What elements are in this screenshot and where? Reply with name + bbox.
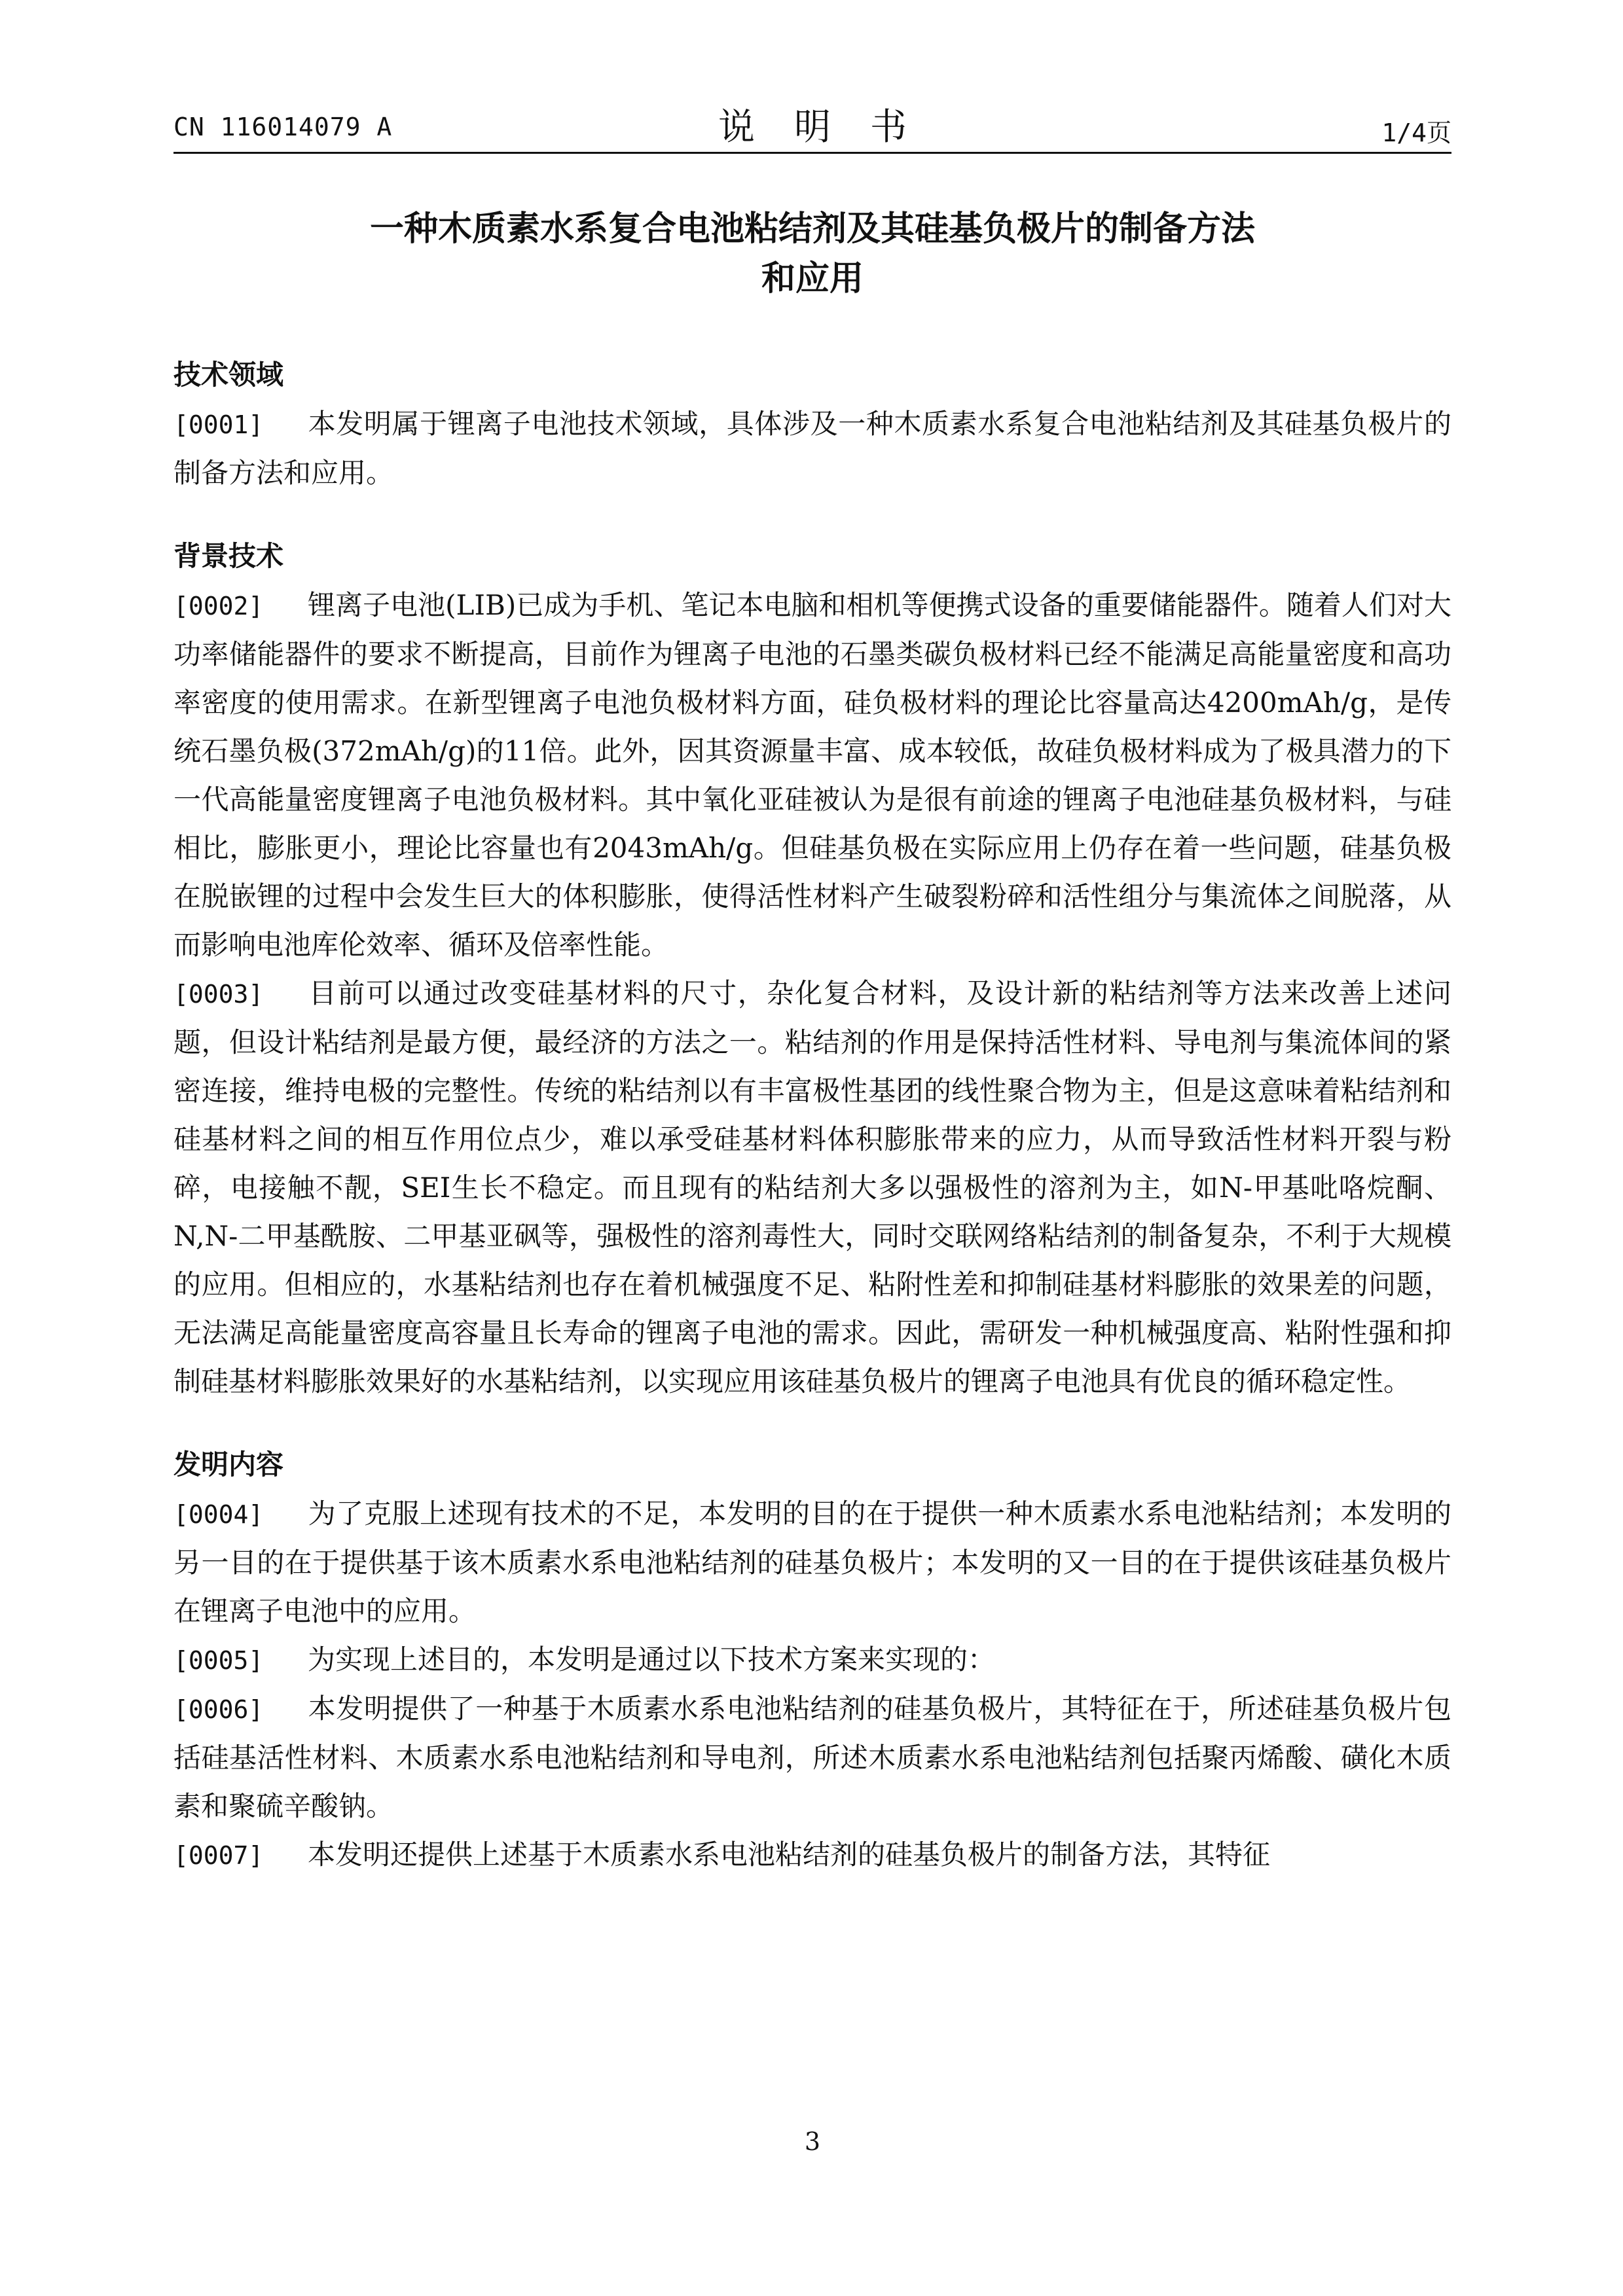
- document-body: [173, 357, 1451, 1920]
- section-background: [173, 538, 1451, 1406]
- paragraph-number: [0004]: [173, 1500, 264, 1529]
- document-title: [173, 204, 1451, 304]
- paragraph-text: 为了克服上述现有技术的不足，本发明的目的在于提供一种木质素水系电池粘结剂；本发明的另一目的在于提供基于该木质素水系电池粘结剂的硅基负极片；本发明的又一目的在于提供该硅基负极片在锂离子电池中的应用。: [173, 1498, 1451, 1627]
- paragraph: [173, 400, 1451, 497]
- paragraph: [173, 1490, 1451, 1636]
- title-line-2: 和应用: [761, 259, 864, 298]
- paragraph-text: 本发明提供了一种基于木质素水系电池粘结剂的硅基负极片，其特征在于，所述硅基负极片包括硅基活性材料、木质素水系电池粘结剂和导电剂，所述木质素水系电池粘结剂包括聚丙烯酸、磺化木质素和聚硫辛酸钠。: [173, 1693, 1451, 1822]
- page-indicator: 1/4页: [1381, 118, 1451, 147]
- paragraph-number: [0001]: [173, 410, 264, 439]
- paragraph: [173, 969, 1451, 1406]
- section-summary: [173, 1446, 1451, 1880]
- document-type-label: 说明书: [718, 106, 946, 149]
- paragraph-text: 为实现上述目的，本发明是通过以下技术方案来实现的：: [308, 1643, 996, 1676]
- paragraph-number: [0002]: [173, 592, 264, 620]
- section-technical-field: [173, 357, 1451, 497]
- paragraph-text: 目前可以通过改变硅基材料的尺寸，杂化复合材料，及设计新的粘结剂等方法来改善上述问题，但设计粘结剂是最方便，最经济的方法之一。粘结剂的作用是保持活性材料、导电剂与集流体间的紧密连接，维持电极的完整性。传统的粘结剂以有丰富极性基团的线性聚合物为主，但是这意味着粘结剂和硅基材料之间的相互作用位点少，难以承受硅基材料体积膨胀带来的应力，从而导致活性材料开裂与粉碎，电接触不靓，SEI生长不稳定。而且现有的粘结剂大多以强极性的溶剂为主，如N-甲基吡咯烷酮、N,N-二甲基酰胺、二甲基亚砜等，强极性的溶剂毒性大，同时交联网络粘结剂的制备复杂，不利于大规模的应用。但相应的，水基粘结剂也存在着机械强度不足、粘附性差和抑制硅基材料膨胀的效果差的问题，无法满足高能量密度高容量且长寿命的锂离子电池的需求。因此，需研发一种机械强度高、粘附性强和抑制硅基材料膨胀效果好的水基粘结剂，以实现应用该硅基负极片的锂离子电池具有优良的循环稳定性。: [173, 977, 1451, 1397]
- paragraph: [173, 1831, 1451, 1880]
- paragraph-number: [0003]: [173, 980, 264, 1009]
- paragraph: [173, 581, 1451, 969]
- paragraph-text: 本发明属于锂离子电池技术领域，具体涉及一种木质素水系复合电池粘结剂及其硅基负极片的制备方法和应用。: [173, 408, 1451, 489]
- paragraph-text: 本发明还提供上述基于木质素水系电池粘结剂的硅基负极片的制备方法，其特征: [308, 1839, 1271, 1871]
- title-line-1: 一种木质素水系复合电池粘结剂及其硅基负极片的制备方法: [369, 209, 1255, 249]
- page-number: 3: [804, 2127, 821, 2156]
- paragraph-number: [0006]: [173, 1695, 264, 1724]
- section-heading: 发明内容: [173, 1448, 284, 1480]
- publication-number: CN 116014079 A: [173, 113, 393, 141]
- paragraph-number: [0007]: [173, 1841, 264, 1870]
- paragraph: [173, 1685, 1451, 1831]
- paragraph-number: [0005]: [173, 1646, 264, 1675]
- paragraph-text: 锂离子电池(LIB)已成为手机、笔记本电脑和相机等便携式设备的重要储能器件。随着人们对大功率储能器件的要求不断提高，目前作为锂离子电池的石墨类碳负极材料已经不能满足高能量密度和高功率密度的使用需求。在新型锂离子电池负极材料方面，硅负极材料的理论比容量高达4200mAh/g，是传统石墨负极(372mAh/g)的11倍。此外，因其资源量丰富、成本较低，故硅负极材料成为了极具潜力的下一代高能量密度锂离子电池负极材料。其中氧化亚硅被认为是很有前途的锂离子电池硅基负极材料，与硅相比，膨胀更小，理论比容量也有2043mAh/g。但硅基负极在实际应用上仍存在着一些问题，硅基负极在脱嵌锂的过程中会发生巨大的体积膨胀，使得活性材料产生破裂粉碎和活性组分与集流体之间脱落，从而影响电池库伦效率、循环及倍率性能。: [173, 589, 1451, 961]
- header-divider: [173, 152, 1451, 154]
- section-heading: 背景技术: [173, 540, 284, 572]
- page-header: [173, 98, 1451, 151]
- paragraph: [173, 1636, 1451, 1685]
- section-heading: 技术领域: [173, 359, 284, 391]
